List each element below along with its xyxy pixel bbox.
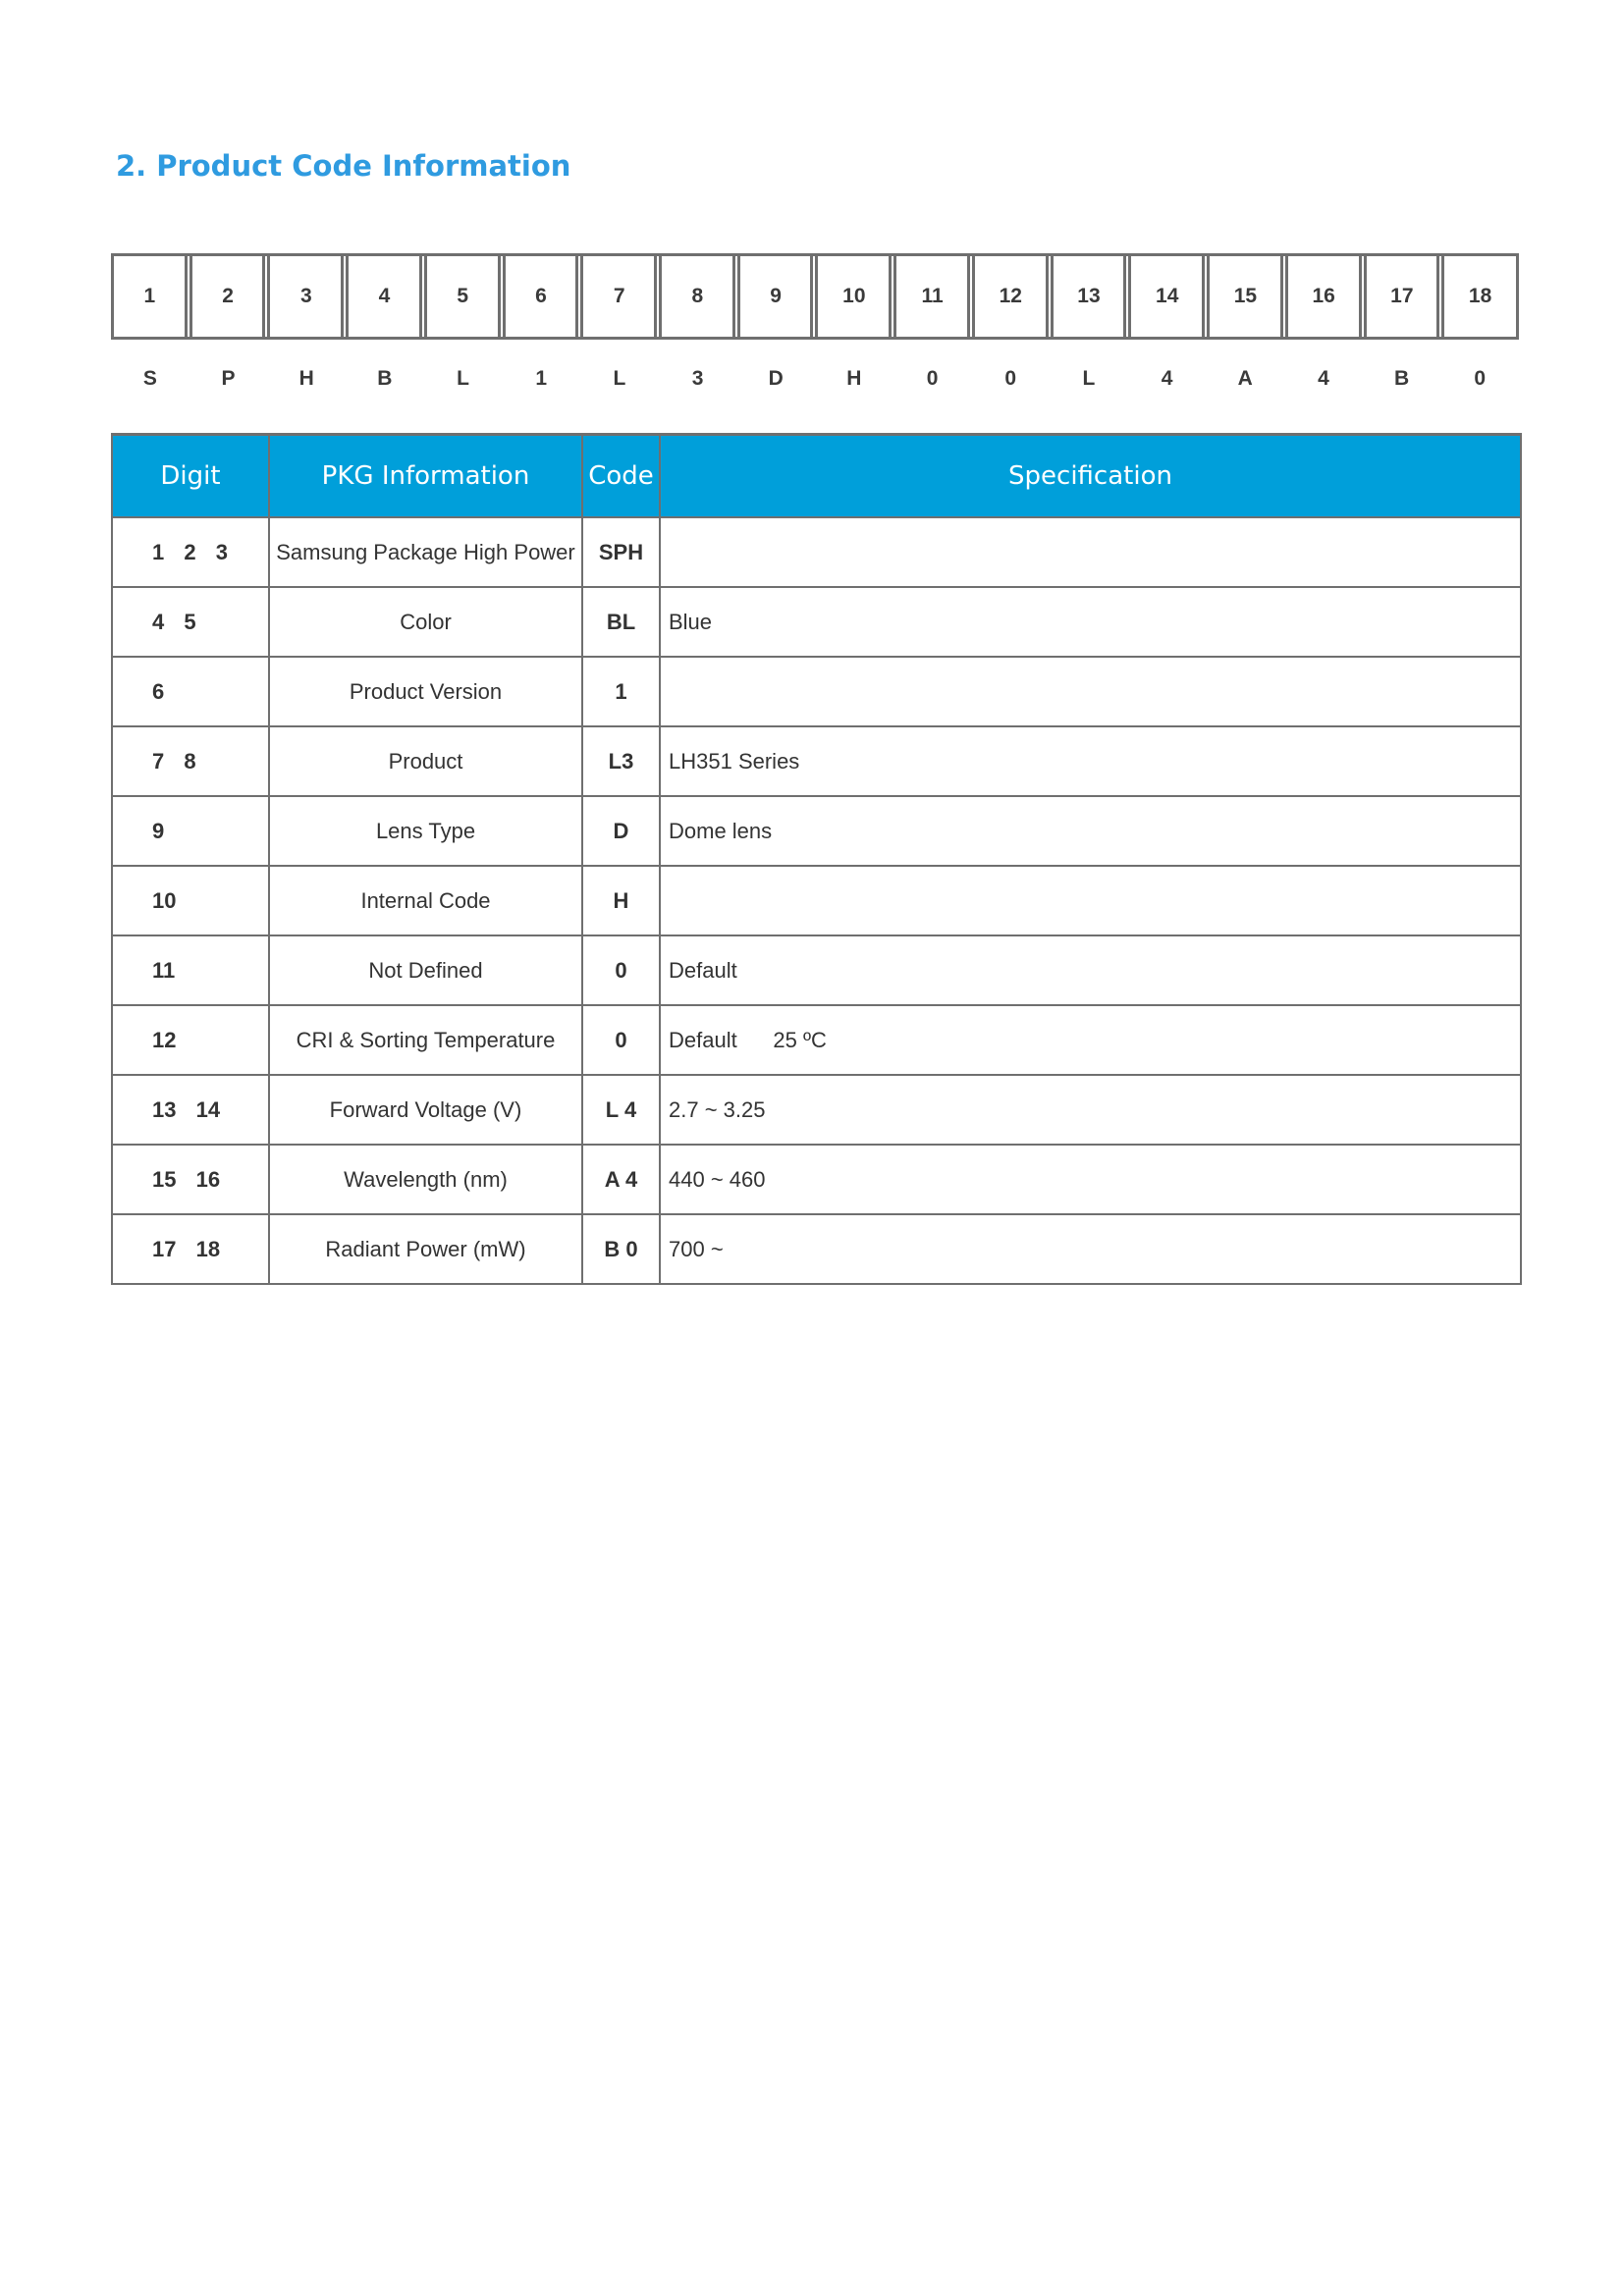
info-cell: Color: [269, 587, 582, 657]
table-row: [112, 587, 1521, 657]
spec-cell: Blue: [660, 587, 1521, 657]
digit-position-box: 5: [424, 256, 499, 337]
table-row: [112, 726, 1521, 796]
digit-position-box: 16: [1285, 256, 1360, 337]
digit-cell: 10: [112, 866, 269, 935]
code-character: 3: [691, 367, 704, 390]
digit-position-box: 7: [580, 256, 655, 337]
table-row: [112, 1145, 1521, 1214]
table-row: [112, 517, 1521, 587]
code-cell: 1: [582, 657, 660, 726]
digit-position-box: 17: [1364, 256, 1438, 337]
digit-position-box: 11: [893, 256, 968, 337]
code-cell: 0: [582, 935, 660, 1005]
digit-cell: 15 16: [112, 1145, 269, 1214]
section-title: [116, 149, 570, 183]
code-character: D: [768, 367, 784, 390]
digit-position-box: 8: [659, 256, 733, 337]
digit-position-box: 9: [737, 256, 812, 337]
code-character: L: [613, 367, 626, 390]
info-cell: Samsung Package High Power: [269, 517, 582, 587]
digit-cell: 17 18: [112, 1214, 269, 1284]
code-character: A: [1237, 367, 1253, 390]
spec-cell: [660, 517, 1521, 587]
code-character: S: [142, 367, 157, 390]
digit-position-row: [111, 253, 1519, 340]
digit-position-box: 13: [1051, 256, 1125, 337]
info-cell: Wavelength (nm): [269, 1145, 582, 1214]
digit-cell: 9: [112, 796, 269, 866]
code-character-row: [111, 359, 1519, 399]
digit-position-box: 10: [815, 256, 890, 337]
code-character: H: [298, 367, 314, 390]
digit-cell: 13 14: [112, 1075, 269, 1145]
table-row: [112, 866, 1521, 935]
info-cell: Product Version: [269, 657, 582, 726]
header-code: Code: [582, 435, 660, 518]
code-cell: B 0: [582, 1214, 660, 1284]
header-digit: Digit: [112, 435, 269, 518]
info-cell: Radiant Power (mW): [269, 1214, 582, 1284]
code-cell: D: [582, 796, 660, 866]
table-row: [112, 657, 1521, 726]
spec-cell: Dome lens: [660, 796, 1521, 866]
product-code-table: [111, 433, 1522, 1285]
digit-position-box: 18: [1441, 256, 1516, 337]
digit-position-box: 1: [143, 285, 156, 307]
code-cell: SPH: [582, 517, 660, 587]
code-character: L: [457, 367, 469, 390]
code-cell: A 4: [582, 1145, 660, 1214]
table-row: [112, 1214, 1521, 1284]
spec-cell: 2.7 ~ 3.25: [660, 1075, 1521, 1145]
digit-position-box: 12: [972, 256, 1047, 337]
digit-position-box: 2: [189, 256, 264, 337]
code-character: B: [377, 367, 393, 390]
code-character: L: [1082, 367, 1096, 390]
digit-cell: 11: [112, 935, 269, 1005]
spec-cell: [660, 657, 1521, 726]
digit-position-box: 15: [1207, 256, 1281, 337]
section-heading: Product Code Information: [156, 149, 571, 183]
digit-cell: 6: [112, 657, 269, 726]
table-row: [112, 1075, 1521, 1145]
code-cell: H: [582, 866, 660, 935]
spec-cell: Default: [660, 935, 1521, 1005]
code-cell: 0: [582, 1005, 660, 1075]
digit-position-box: 4: [346, 256, 420, 337]
spec-cell: 440 ~ 460: [660, 1145, 1521, 1214]
spec-cell: Default 25 ºC: [660, 1005, 1521, 1075]
code-character: 4: [1318, 367, 1329, 390]
digit-cell: 1 2 3: [112, 517, 269, 587]
digit-position-box: 3: [267, 256, 342, 337]
info-cell: CRI & Sorting Temperature: [269, 1005, 582, 1075]
digit-cell: 7 8: [112, 726, 269, 796]
code-cell: L 4: [582, 1075, 660, 1145]
code-character: 1: [535, 367, 548, 390]
table-header-row: [112, 435, 1521, 518]
code-character: P: [221, 367, 236, 390]
code-character: B: [1394, 367, 1410, 390]
info-cell: Forward Voltage (V): [269, 1075, 582, 1145]
header-specification: Specification: [660, 435, 1521, 518]
info-cell: Product: [269, 726, 582, 796]
info-cell: Internal Code: [269, 866, 582, 935]
spec-cell: LH351 Series: [660, 726, 1521, 796]
spec-cell: 700 ~: [660, 1214, 1521, 1284]
digit-position-box: 6: [503, 256, 577, 337]
digit-cell: 4 5: [112, 587, 269, 657]
table-row: [112, 1005, 1521, 1075]
header-pkg-information: PKG Information: [269, 435, 582, 518]
table-row: [112, 796, 1521, 866]
section-number: 2.: [116, 149, 147, 183]
info-cell: Lens Type: [269, 796, 582, 866]
table-row: [112, 935, 1521, 1005]
spec-cell: [660, 866, 1521, 935]
code-character: 4: [1161, 367, 1173, 390]
code-character: 0: [1004, 367, 1017, 390]
code-character: H: [846, 367, 862, 390]
code-character: 0: [926, 367, 939, 390]
code-cell: BL: [582, 587, 660, 657]
digit-position-box: 14: [1128, 256, 1203, 337]
digit-cell: 12: [112, 1005, 269, 1075]
code-cell: L3: [582, 726, 660, 796]
info-cell: Not Defined: [269, 935, 582, 1005]
code-character: 0: [1474, 367, 1487, 390]
